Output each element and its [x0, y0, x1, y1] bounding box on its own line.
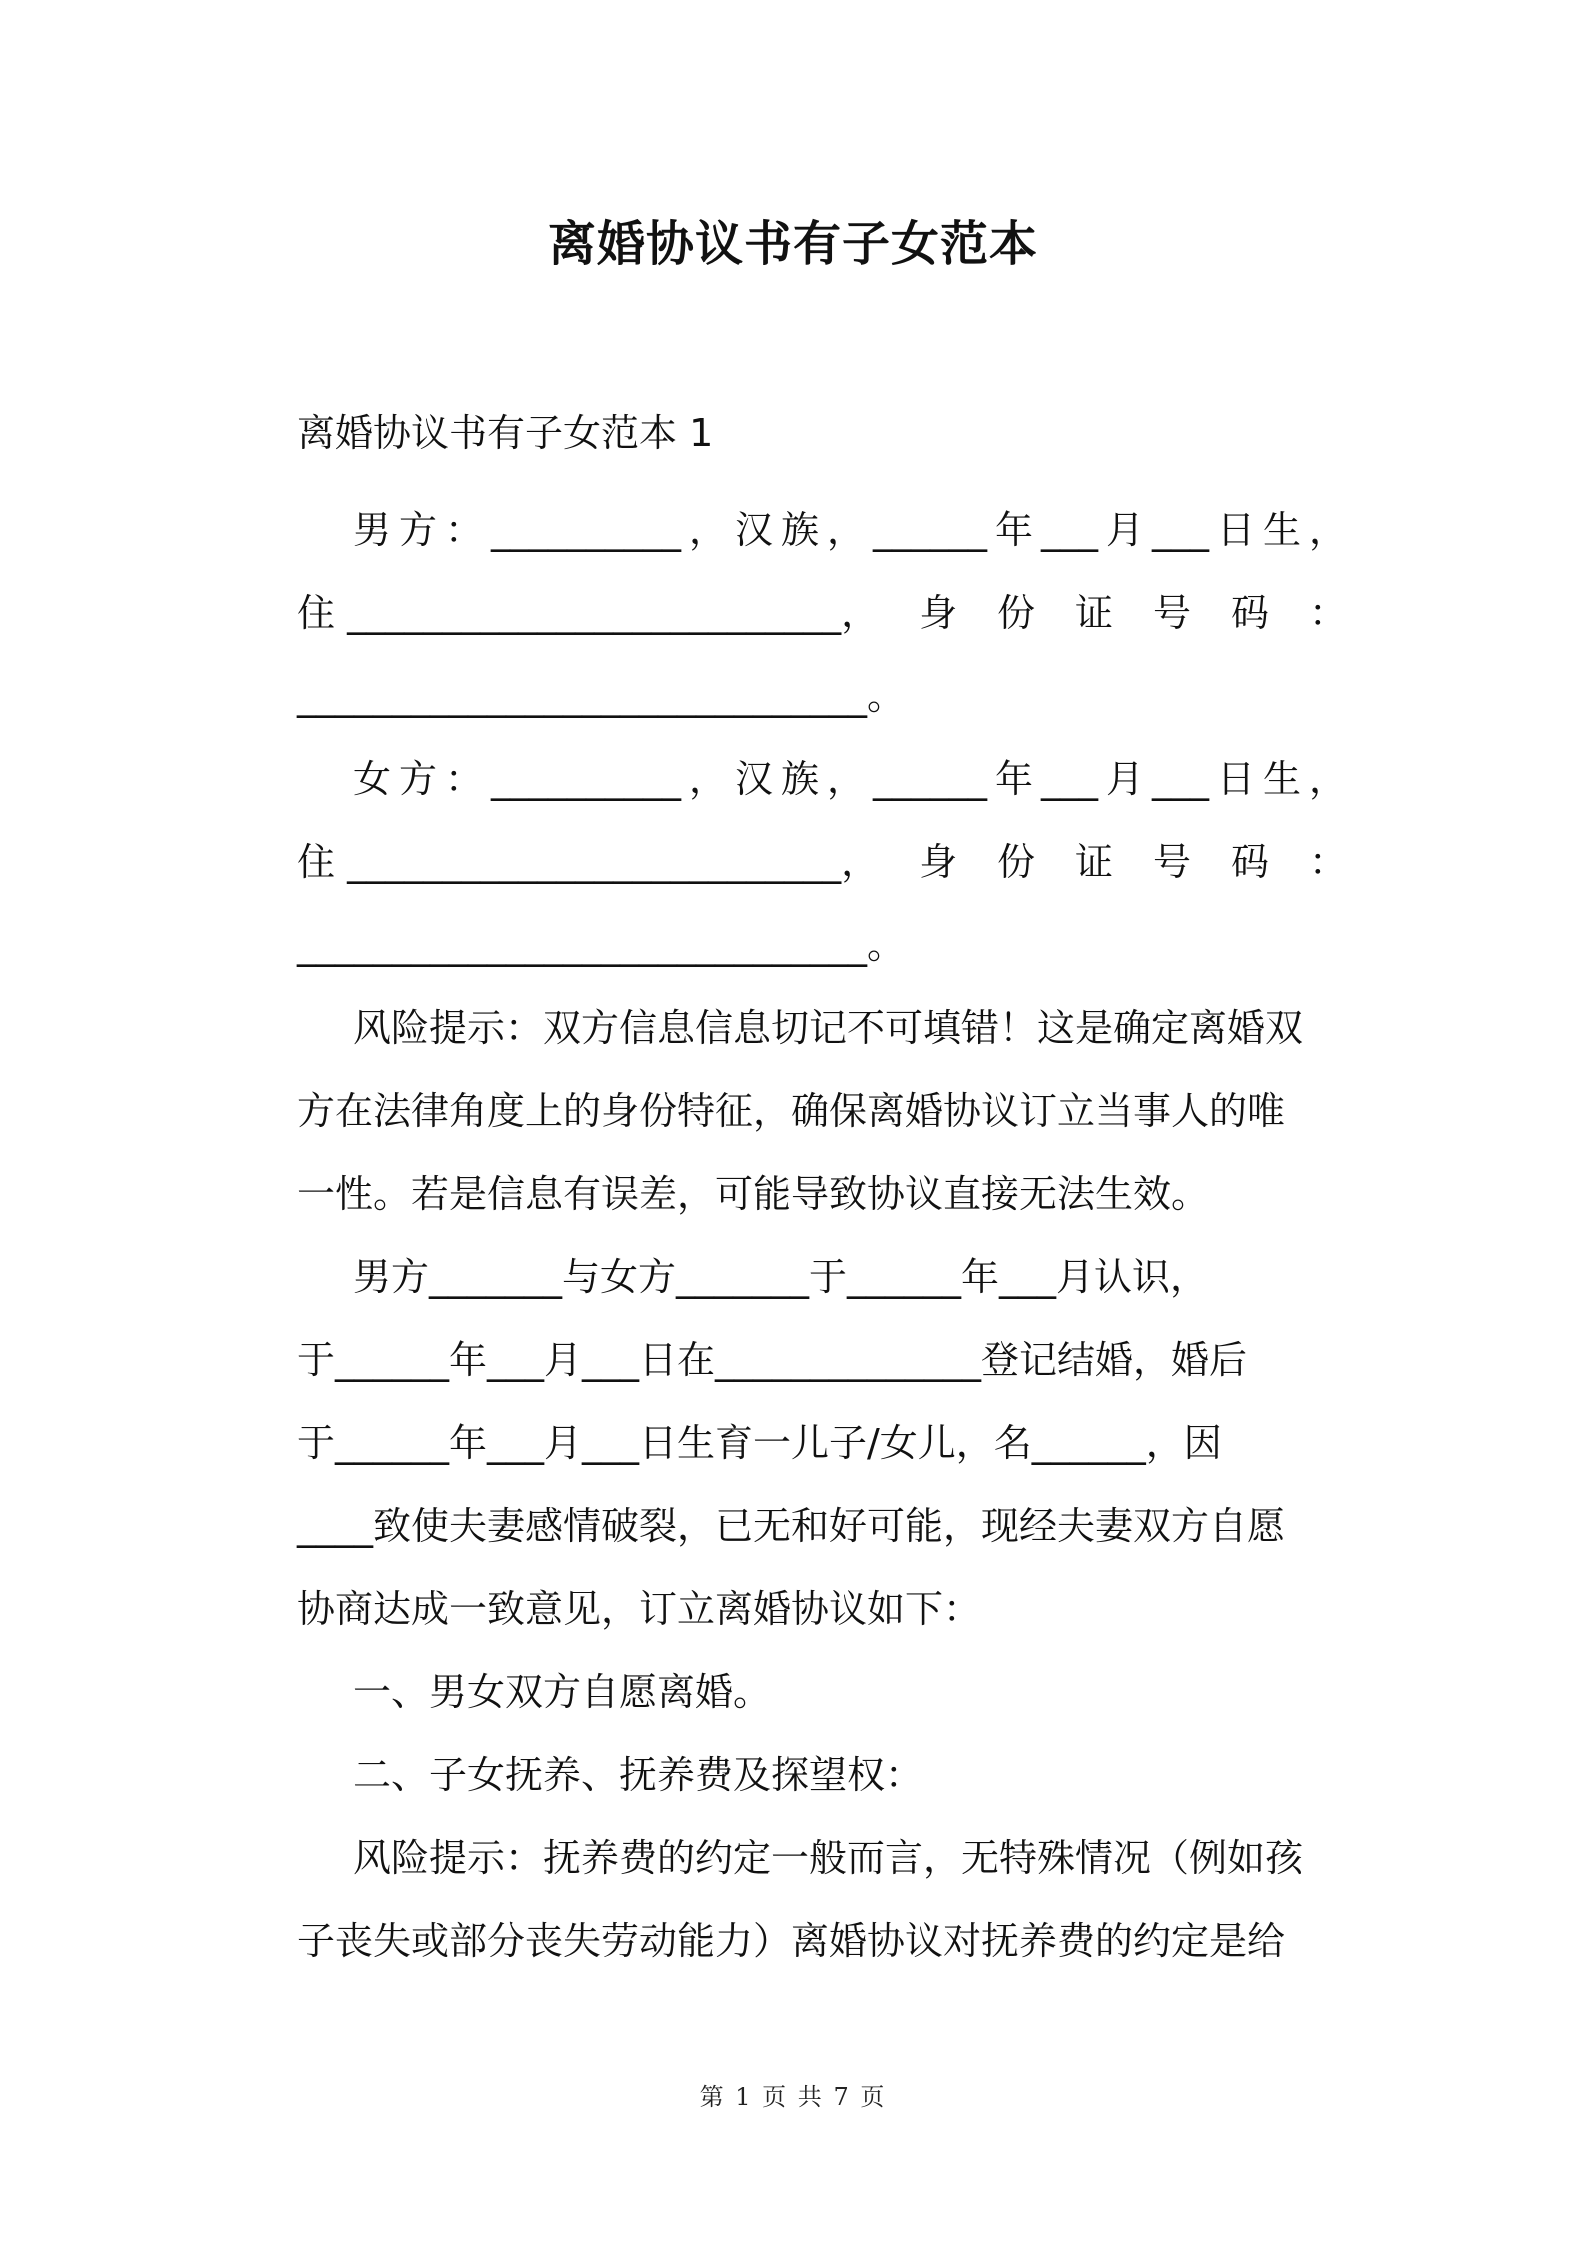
male-party-line — [297, 489, 1347, 572]
female-party-line — [297, 738, 1347, 821]
text-char: ： — [445, 508, 484, 552]
text-char: ： — [445, 757, 484, 801]
text-char: 月 — [1105, 757, 1144, 801]
section-heading: 离婚协议书有子女范本 1 — [297, 411, 714, 455]
text-char: 月 — [1105, 508, 1144, 552]
clause-1: 一、男女双方自愿离婚。 — [353, 1670, 772, 1714]
id-label-char: 份 — [997, 840, 1036, 884]
male-address-line — [297, 572, 1347, 655]
blank-field: ___ — [1040, 508, 1098, 552]
text-char: ， — [1308, 508, 1347, 552]
marriage-info-line-5: 协商达成一致意见，订立离婚协议如下： — [297, 1587, 982, 1631]
blank-field: ___ — [1151, 508, 1209, 552]
blank-field: ______ — [872, 508, 987, 552]
id-label-char: 号 — [1153, 591, 1192, 635]
text-char: 方 — [399, 757, 438, 801]
risk-notice-line-2: 方在法律角度上的身份特征，确保离婚协议订立当事人的唯 — [297, 1089, 1286, 1133]
marriage-info-line-2: 于______年___月___日在______________登记结婚，婚后 — [297, 1338, 1248, 1382]
id-label-char: 号 — [1153, 840, 1192, 884]
page-number-footer: 第 1 页 共 7 页 — [699, 2083, 887, 2111]
id-label-char: ： — [1308, 591, 1347, 635]
male-address-field — [297, 572, 1347, 655]
text-char: 汉 — [734, 757, 773, 801]
text-char: 汉 — [734, 508, 773, 552]
text-char: ， — [688, 508, 727, 552]
id-label-char: 证 — [1075, 840, 1114, 884]
female-address-line — [297, 821, 1347, 904]
marriage-info-line-1: 男方_______与女方_______于______年___月认识， — [353, 1255, 1209, 1299]
text-char: 生 — [1262, 757, 1301, 801]
id-label-char: ： — [1308, 840, 1347, 884]
id-label-char: 身 — [919, 591, 958, 635]
id-label-char: 码 — [1231, 591, 1270, 635]
address-blank: 住 __________________________， — [297, 840, 880, 884]
text-char: 族 — [780, 757, 819, 801]
text-char: ， — [826, 757, 865, 801]
clause-2: 二、子女抚养、抚养费及探望权： — [353, 1753, 924, 1797]
document-body — [297, 404, 1347, 1983]
id-label-char: 码 — [1231, 840, 1270, 884]
blank-field: __________ — [491, 508, 681, 552]
text-char: 年 — [994, 757, 1033, 801]
female-address-field — [297, 821, 1347, 904]
address-blank: 住 __________________________， — [297, 591, 880, 635]
text-char: ， — [688, 757, 727, 801]
id-label-char: 份 — [997, 591, 1036, 635]
blank-field: ______ — [872, 757, 987, 801]
text-char: 生 — [1262, 508, 1301, 552]
text-char: ， — [826, 508, 865, 552]
document-title: 离婚协议书有子女范本 — [547, 216, 1038, 272]
blank-field: ___ — [1151, 757, 1209, 801]
text-char: 族 — [780, 508, 819, 552]
text-char: 年 — [994, 508, 1033, 552]
text-char: 日 — [1216, 757, 1255, 801]
text-char: 方 — [399, 508, 438, 552]
blank-field: ___ — [1040, 757, 1098, 801]
marriage-info-line-4: ____致使夫妻感情破裂，已无和好可能，现经夫妻双方自愿 — [297, 1504, 1286, 1548]
male-id-line: ______________________________。 — [297, 674, 906, 718]
female-id-line: ______________________________。 — [297, 923, 906, 967]
marriage-info-line-3: 于______年___月___日生育一儿子/女儿，名______，因 — [297, 1421, 1222, 1465]
text-char: ， — [1308, 757, 1347, 801]
blank-field: __________ — [491, 757, 681, 801]
risk-notice-2-line-1: 风险提示：抚养费的约定一般而言，无特殊情况（例如孩 — [353, 1836, 1304, 1880]
id-label-char: 证 — [1075, 591, 1114, 635]
text-char: 女 — [353, 757, 392, 801]
risk-notice-line-3: 一性。若是信息有误差，可能导致协议直接无法生效。 — [297, 1172, 1210, 1216]
risk-notice-line-1: 风险提示：双方信息信息切记不可填错！这是确定离婚双 — [353, 1006, 1304, 1050]
id-label-char: 身 — [919, 840, 958, 884]
risk-notice-2-line-2: 子丧失或部分丧失劳动能力）离婚协议对抚养费的约定是给 — [297, 1919, 1286, 1963]
text-char: 男 — [353, 508, 392, 552]
text-char: 日 — [1216, 508, 1255, 552]
